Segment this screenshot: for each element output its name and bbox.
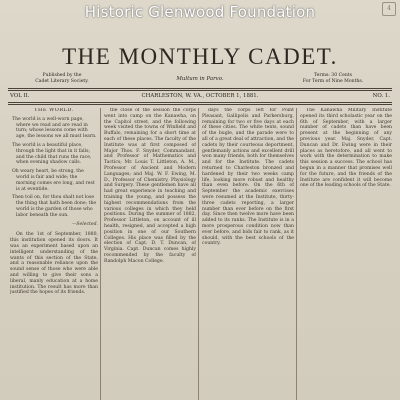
poem-stanza: Then toil on, for thou shalt not lose the thing that hath been done; the world is the garden of those who labor beneath the sun. [12,195,97,218]
poem-attribution: —Selected. [71,221,98,227]
column-3 [202,108,294,400]
rule [8,88,392,89]
masthead-title: THE MONTHLY CADET. [62,44,338,69]
publisher-block [12,73,112,85]
volume: VOL II. [10,93,30,99]
rule [8,90,392,91]
terms-note: For Term of Nine Months. [302,79,364,84]
terms-block [278,73,388,85]
column-2 [104,108,196,400]
poem-stanza: The world is a well-worn page, where we read and are read in turn; whose lessons come with age, the lessons we all must learn. [12,116,97,140]
terms-price: Terms: 30 Cents [313,73,353,78]
column-text: The Kanawha Military Institute opened its third scholastic year on the 6th of September, with a larger number of cadets than have been present at the beginning of any previous year. Maj. Snyder, Capt. Duncan and Dr. Ewing were in their places as heretofore, and all went to work with the determination to make this session a success. The school has begun in a manner that promises well for the future, and the friends of the Institute are confident it will become one of the leading schools of the State. [300,108,392,189]
issue-number: NO. 1. [372,93,390,99]
published-by: Published by the [42,73,82,78]
poem-stanza: The world is a beautiful place, through the light that in it falls; and the child that runs the race, when evening shadow calls. [12,142,92,166]
column-divider [296,108,297,400]
watermark: Historic Glenwood Foundation [84,3,316,21]
motto: Multum in Parvo. [176,76,224,82]
column-divider [198,108,199,400]
poem [10,117,98,219]
poem-title: THE WORLD. [34,108,74,113]
column-divider [100,108,101,400]
issue-line [10,93,390,101]
column-1 [10,108,98,400]
dateline: CHARLESTON, W. VA., OCTOBER 1, 1881. [141,93,259,99]
rule [8,104,392,105]
publisher-name: Cadet Literary Society. [35,79,89,84]
column-text: the close of the session the corps went into camp on the Kanawha, on the Capitol street, and the following week visited the towns of Winfield and Buffalo, remaining for a short time at each of these places. The faculty of the Institute was at first composed of Major Thos. F. Snyder, Commandant, and Professor of Mathematics and Tactics; Mr. Louis T. Littleton, A. M., Professor of Ancient and Modern Languages; and Maj. W. F. Ewing, M. D., Professor of Chemistry, Physiology and Surgery. These gentlemen have all had great experience in teaching and training the young, and possess the highest recommendations from the various colleges in which they held positions. During the summer of 1882, Professor Littleton, on account of ill health, resigned, and accepted a high position in one of our Southern Colleges. His place was filled by the election of Capt. D. T. Duncan, of Virginia. Capt. Duncan comes highly recommended by the faculty of Randolph Macon College. [104,108,196,264]
column-text: days the corps left for Point Pleasant, Gallipolis and Parkersburg, remaining for two or five days at each of these cities. The white tents, sound of the bugle, and the parade were to all of a great deal of attraction, and the cadets by their courteous deportment, gentlemanly actions and excellent drill won many friends, both for themselves and for the Institute. The cadets returned to Charleston bronzed and hardened by their two weeks camp life, looking more robust and healthy than even before. On the 6th of September the academic exercises were resumed at the Institute, thirty-three cadets reporting, a larger number than ever before on the first day. Since then twelve more have been added to its ranks. The Institute is in a more prosperous condition now than ever before, and bids fair to rank, as it should, with the best schools of the country. [202,108,294,247]
column-4 [300,108,392,400]
column-text: On the 1st of September, 1880, this institution opened its doors. It was an experiment based upon an intelligent understanding of the wants of this section of the State, and a reasonable reliance upon the sound sense of those who were able and willing to give their sons a liberal, manly education at a home institution. The result has more than justified the hopes of its friends. [10,232,98,296]
poem-stanza: Oh weary heart, be strong, the world is fair and wide; the morning comes ere long, and rest is at eventide. [12,169,95,192]
rule [8,102,392,103]
corner-mark: 4 [382,2,396,16]
